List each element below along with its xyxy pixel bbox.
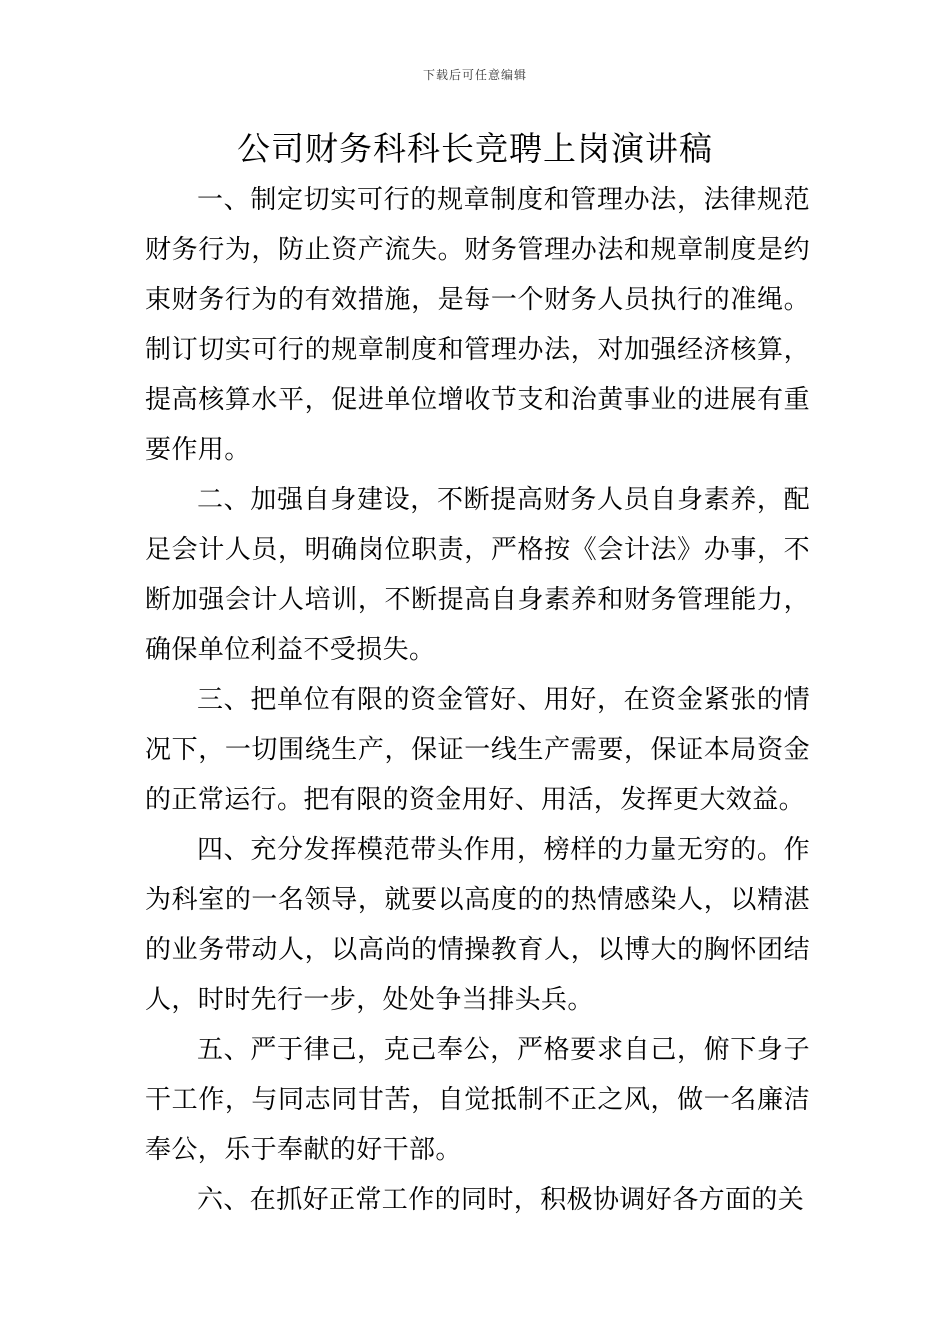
document-title: 公司财务科科长竞聘上岗演讲稿 — [237, 129, 713, 168]
paragraph-6: 六、在抓好正常工作的同时，积极协调好各方面的关 — [197, 1185, 805, 1215]
paragraph-3: 三、把单位有限的资金管好、用好，在资金紧张的情况下，一切围绕生产，保证一线生产需要，保证本局资金的正常运行。把有限的资金用好、用活，发挥更大效益。 — [145, 685, 810, 815]
paragraph-1: 一、制定切实可行的规章制度和管理办法，法律规范财务行为，防止资产流失。财务管理办法和规章制度是约束财务行为的有效措施，是每一个财务人员执行的准绳。制订切实可行的规章制度和管理办法，对加强经济核算，提高核算水平，促进单位增收节支和治黄事业的进展有重要作用。 — [145, 185, 810, 465]
header-note: 下载后可任意编辑 — [422, 68, 527, 82]
paragraph-4: 四、充分发挥模范带头作用，榜样的力量无穷的。作为科室的一名领导，就要以高度的的热情感染人，以精湛的业务带动人，以高尚的情操教育人，以博大的胸怀团结人，时时先行一步，处处争当排头兵。 — [145, 835, 810, 1015]
paragraph-5: 五、严于律己，克己奉公，严格要求自己，俯下身子干工作，与同志同甘苦，自觉抵制不正之风，做一名廉洁奉公，乐于奉献的好干部。 — [145, 1035, 810, 1165]
paragraph-2: 二、加强自身建设，不断提高财务人员自身素养，配足会计人员，明确岗位职责，严格按《会计法》办事，不断加强会计人培训，不断提高自身素养和财务管理能力，确保单位利益不受损失。 — [145, 485, 810, 665]
document-body — [145, 175, 810, 1225]
